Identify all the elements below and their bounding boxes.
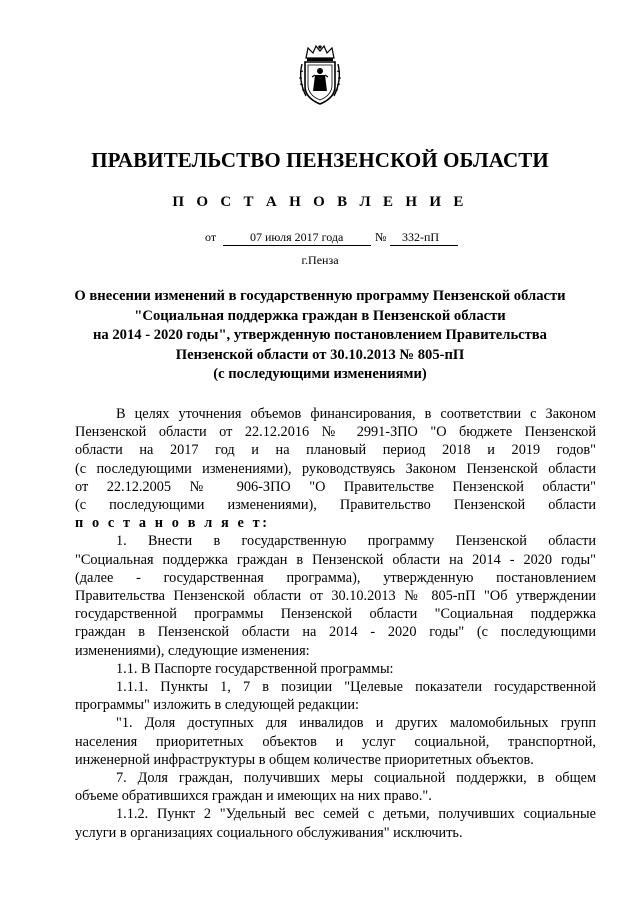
body-line: (с последующими изменениями), руководствуясь Законом Пензенской области xyxy=(75,460,596,477)
body-line: "1. Доля доступных для инвалидов и других маломобильных групп xyxy=(116,715,596,732)
body-line: государственной программы Пензенской области "Социальная поддержка xyxy=(75,606,596,623)
body-line: 1.1. В Паспорте государственной программы: xyxy=(116,660,394,677)
resolves-word: п о с т а н о в л я е т: xyxy=(75,515,270,532)
city: г.Пенза xyxy=(301,253,339,267)
subject-line: О внесении изменений в государственную программу Пензенской области xyxy=(74,288,566,304)
document-subject xyxy=(60,287,580,385)
body-line: изменениями), следующие изменения: xyxy=(75,642,310,659)
subject-line: (с последующими изменениями) xyxy=(213,366,427,383)
body-line: Пензенской области от 22.12.2016 № 2991-ЗПО "О бюджете Пензенской xyxy=(75,424,596,441)
body-line: 1.1.1. Пункты 1, 7 в позиции "Целевые показатели государственной xyxy=(116,679,596,696)
document-body xyxy=(75,405,596,842)
body-line: услуги в организациях социального обслуживания" исключить. xyxy=(75,824,463,841)
date-underline xyxy=(223,245,371,246)
government-title: ПРАВИТЕЛЬСТВО ПЕНЗЕНСКОЙ ОБЛАСТИ xyxy=(91,148,549,172)
date-prefix: от xyxy=(205,230,217,244)
body-line: "Социальная поддержка граждан в Пензенской области на 2014 - 2020 годы" xyxy=(75,551,596,568)
body-line: от 22.12.2005 № 906-ЗПО "О Правительстве Пензенской области" xyxy=(75,478,596,495)
body-line: области на 2017 год и на плановый период 2018 и 2019 годов" xyxy=(75,442,596,459)
date-number-line xyxy=(190,230,460,248)
document-type: П О С Т А Н О В Л Е Н И Е xyxy=(172,194,468,210)
body-line: 1.1.2. Пункт 2 "Удельный вес семей с детьми, получивших социальные xyxy=(116,806,596,823)
body-line: 7. Доля граждан, получивших меры социальной поддержки, в общем xyxy=(116,770,596,787)
body-line: программы" изложить в следующей редакции: xyxy=(75,697,359,714)
body-line: Правительства Пензенской области от 30.10.2013 № 805-пП "Об утверждении xyxy=(75,588,596,605)
coat-of-arms-icon xyxy=(296,44,344,106)
subject-line: Пензенской области от 30.10.2013 № 805-пП xyxy=(175,346,465,363)
body-line: населения приоритетных объектов и услуг социальной, транспортной, xyxy=(75,733,596,750)
body-line: 1. Внести в государственную программу Пензенской области xyxy=(116,533,596,550)
body-line: (далее - государственная программа), утвержденную постановлением xyxy=(75,569,596,586)
body-line: (с последующими изменениями), Правительство Пензенской области xyxy=(75,497,596,514)
body-line: В целях уточнения объемов финансирования, в соответствии с Законом xyxy=(116,406,596,422)
body-line: объеме обратившихся граждан и имеющих на них право.". xyxy=(75,788,432,805)
document-number: 332-пП xyxy=(402,230,440,244)
subject-line: "Социальная поддержка граждан в Пензенской области xyxy=(134,307,506,324)
document-date: 07 июля 2017 года xyxy=(250,230,344,244)
body-line: граждан в Пензенской области на 2014 - 2020 годы" (с последующими xyxy=(75,624,596,641)
subject-line: на 2014 - 2020 годы", утвержденную постановлением Правительства xyxy=(93,327,547,344)
number-prefix: № xyxy=(375,230,387,244)
body-line: инженерной инфраструктуры в общем количестве приоритетных объектов. xyxy=(75,751,534,768)
number-underline xyxy=(390,245,458,246)
